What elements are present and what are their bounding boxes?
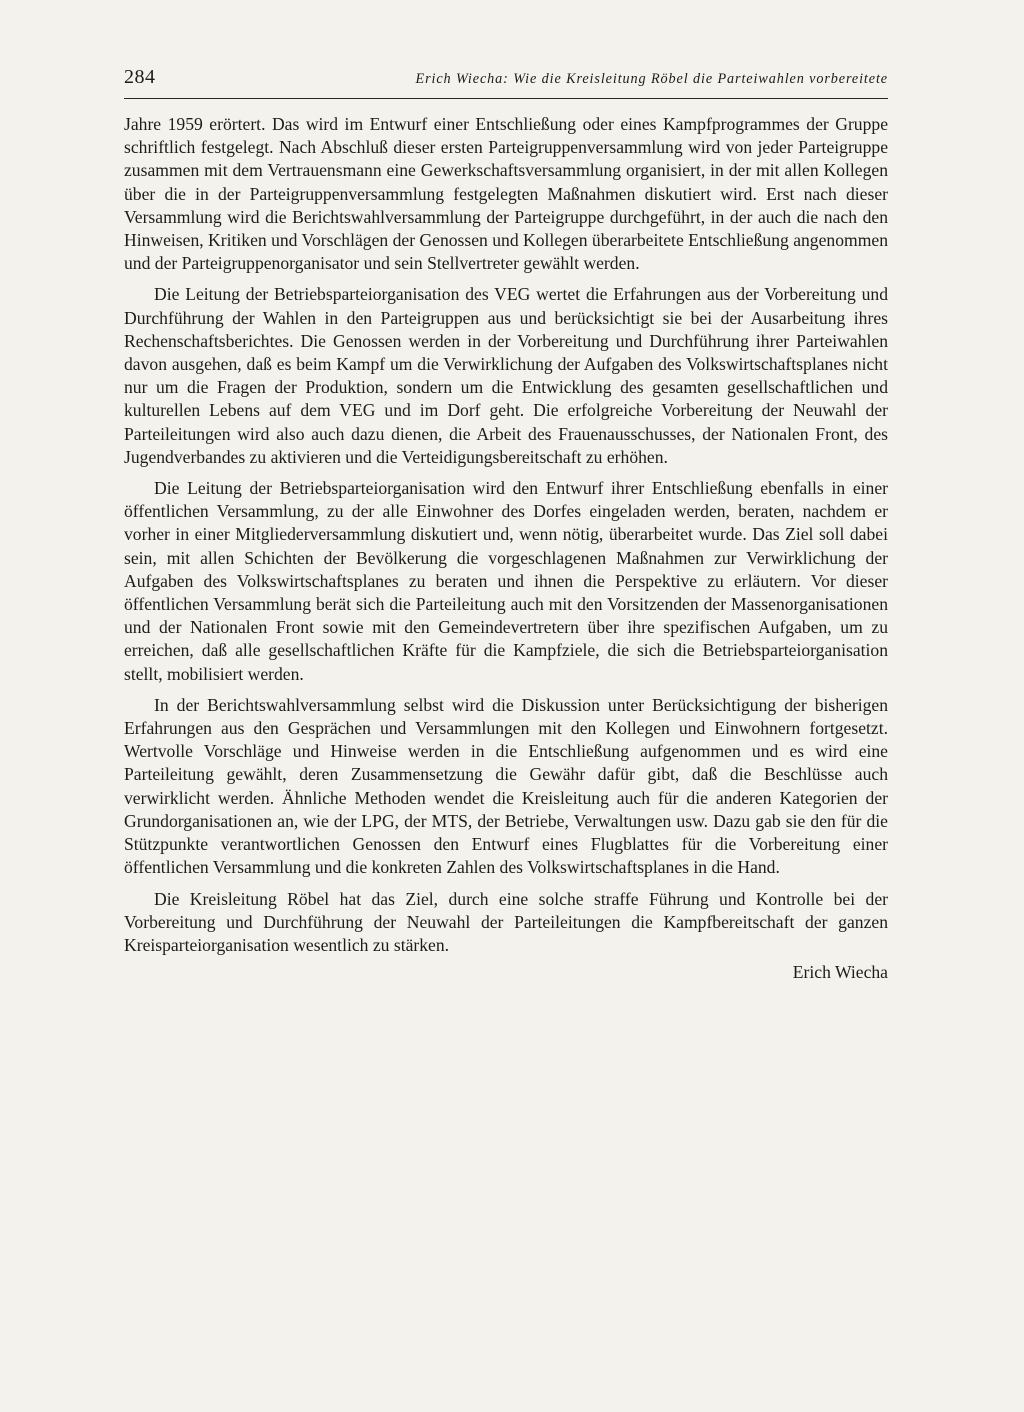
running-header xyxy=(124,66,888,94)
paragraph-2: Die Leitung der Betriebsparteiorganisation des VEG wertet die Erfahrungen aus der Vorbereitung und Durchführung der Wahlen in den Parteigruppen aus und berücksichtigt sie bei der Ausarbeitung ihres Rechenschaftsberichtes. Die Genossen werden in der Vorbereitung und Durchführung ihrer Parteiwahlen davon ausgehen, daß es beim Kampf um die Verwirklichung der Aufgaben des Volkswirtschaftsplanes nicht nur um die Fragen der Produktion, sondern um die Entwicklung des gesamten gesellschaftlichen und kulturellen Lebens auf dem VEG und im Dorf geht. Die erfolgreiche Vorbereitung der Neuwahl der Parteileitungen wird also auch dazu dienen, die Arbeit des Frauenausschusses, der Nationalen Front, des Jugendverbandes zu aktivieren und die Verteidigungsbereitschaft zu erhöhen. xyxy=(124,284,888,467)
running-title: Erich Wiecha: Wie die Kreisleitung Röbel die Parteiwahlen vorbereitete xyxy=(415,71,888,87)
paragraph-3: Die Leitung der Betriebsparteiorganisation wird den Entwurf ihrer Entschließung ebenfalls in einer öffentlichen Versammlung, zu der alle Einwohner des Dorfes eingeladen werden, beraten, nachdem er vorher in einer Mitgliederversammlung diskutiert und, wenn nötig, überarbeitet wurde. Das Ziel soll dabei sein, mit allen Schichten der Bevölkerung die vorgeschlagenen Maßnahmen zur Verwirklichung der Aufgaben des Volkswirtschaftsplanes zu beraten und ihnen die Perspektive zu erläutern. Vor dieser öffentlichen Versammlung berät sich die Parteileitung auch mit den Vorsitzenden der Massenorganisationen und der Nationalen Front sowie mit den Gemeindevertretern über ihre spezifischen Aufgaben, um zu erreichen, daß alle gesellschaftlichen Kräfte für die Kampfziele, die sich die Betriebsparteiorganisation stellt, mobilisiert werden. xyxy=(124,478,888,684)
page-number: 284 xyxy=(124,66,156,88)
author-signature: Erich Wiecha xyxy=(792,962,888,983)
paragraph-4: In der Berichtswahlversammlung selbst wird die Diskussion unter Berücksichtigung der bisherigen Erfahrungen aus den Gesprächen und Versammlungen mit den Kollegen und Einwohnern fortgesetzt. Wertvolle Vorschläge und Hinweise werden in die Entschließung aufgenommen und es wird eine Parteileitung gewählt, deren Zusammensetzung die Gewähr dafür gibt, daß die Beschlüsse auch verwirklicht werden. Ähnliche Methoden wendet die Kreisleitung auch für die anderen Kategorien der Grundorganisationen an, wie der LPG, der MTS, der Betriebe, Verwaltungen usw. Dazu gab sie den für die Stützpunkte verantwortlichen Genossen den Entwurf eines Flugblattes für die Vorbereitung einer öffentlichen Versammlung und die konkreten Zahlen des Volkswirtschaftsplanes in die Hand. xyxy=(124,694,888,878)
paragraph-1: Jahre 1959 erörtert. Das wird im Entwurf einer Entschließung oder eines Kampfprogrammes der Gruppe schriftlich festgelegt. Nach Abschluß dieser ersten Parteigruppenversammlung wird von jeder Parteigruppe zusammen mit dem Vertrauensmann eine Gewerkschaftsversammlung organisiert, in der mit allen Kollegen über die in der Parteigruppenversammlung festgelegten Maßnahmen diskutiert wird. Erst nach dieser Versammlung wird die Berichtswahlversammlung der Parteigruppe durchgeführt, in der auch die nach den Hinweisen, Kritiken und Vorschlägen der Genossen und Kollegen überarbeitete Entschließung angenommen und der Parteigruppenorganisator und sein Stellvertreter gewählt werden. xyxy=(124,114,888,274)
article-body xyxy=(124,113,888,957)
header-rule xyxy=(124,98,888,99)
document-page xyxy=(124,66,888,984)
paragraph-5: Die Kreisleitung Röbel hat das Ziel, durch eine solche straffe Führung und Kontrolle bei der Vorbereitung und Durchführung der Neuwahl der Parteileitungen die Kampfbereitschaft der ganzen Kreisparteiorganisation wesentlich zu stärken. xyxy=(124,888,888,955)
